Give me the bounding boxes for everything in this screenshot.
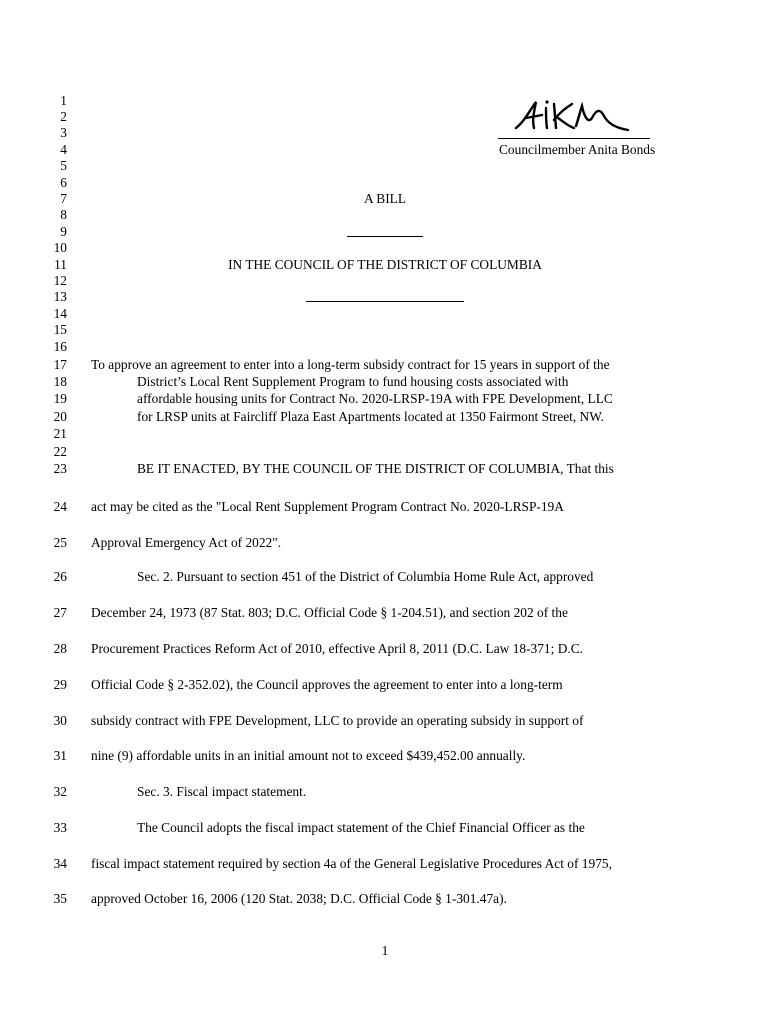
line-number: 17 (53, 357, 67, 372)
signature-line (498, 138, 650, 139)
line-number: 32 (53, 784, 67, 799)
line-number: 20 (53, 409, 67, 424)
line-number: 31 (53, 748, 67, 763)
line-number: 3 (60, 125, 67, 140)
line-number: 7 (60, 191, 67, 206)
section-2-heading-line: Sec. 2. Pursuant to section 451 of the District of Columbia Home Rule Act, approved (137, 569, 594, 584)
body-line: December 24, 1973 (87 Stat. 803; D.C. Official Code § 1-204.51), and section 202 of the (91, 605, 568, 620)
line-number: 11 (54, 257, 67, 272)
line-number: 16 (53, 339, 67, 354)
line-number: 12 (53, 273, 67, 288)
line-number: 6 (60, 175, 67, 190)
line-number: 24 (53, 499, 67, 514)
line-number: 9 (60, 224, 67, 239)
line-number: 14 (53, 306, 67, 321)
line-number: 25 (53, 535, 67, 550)
date-blank (306, 301, 464, 302)
line-number: 19 (53, 391, 67, 406)
body-line: act may be cited as the "Local Rent Supplement Program Contract No. 2020-LRSP-19A (91, 499, 564, 514)
body-line: Approval Emergency Act of 2022". (91, 535, 282, 550)
sponsor-name: Councilmember Anita Bonds (499, 142, 656, 157)
line-number: 2 (60, 109, 67, 124)
page-number: 1 (381, 943, 389, 958)
line-number: 22 (53, 444, 67, 459)
title-line: affordable housing units for Contract No. 2020-LRSP-19A with FPE Development, LLC (137, 391, 613, 406)
line-number: 34 (53, 856, 67, 871)
body-line: Official Code § 2-352.02), the Council approves the agreement to enter into a long-term (91, 677, 563, 692)
handwritten-signature (512, 98, 630, 138)
line-number: 28 (53, 641, 67, 656)
council-heading: IN THE COUNCIL OF THE DISTRICT OF COLUMBIA (228, 257, 542, 272)
line-number: 21 (53, 426, 67, 441)
line-number: 13 (53, 289, 67, 304)
body-line: Procurement Practices Reform Act of 2010, effective April 8, 2011 (D.C. Law 18-371; D.C. (91, 641, 583, 656)
body-line: approved October 16, 2006 (120 Stat. 2038; D.C. Official Code § 1-301.47a). (91, 891, 507, 906)
body-line: nine (9) affordable units in an initial amount not to exceed $439,452.00 annually. (91, 748, 526, 763)
line-number: 23 (53, 461, 67, 476)
line-number: 8 (60, 207, 67, 222)
body-line: subsidy contract with FPE Development, LLC to provide an operating subsidy in support of (91, 713, 584, 728)
enacting-clause-line: BE IT ENACTED, BY THE COUNCIL OF THE DISTRICT OF COLUMBIA, That this (137, 461, 614, 476)
line-number: 26 (53, 569, 67, 584)
bill-number-blank (347, 236, 423, 237)
line-number: 1 (60, 93, 67, 108)
line-number: 10 (53, 240, 67, 255)
line-number: 15 (53, 322, 67, 337)
line-number: 29 (53, 677, 67, 692)
line-number: 5 (60, 158, 67, 173)
body-line: fiscal impact statement required by section 4a of the General Legislative Procedures Act of 1975, (91, 856, 612, 871)
line-number: 33 (53, 820, 67, 835)
section-3-heading: Sec. 3. Fiscal impact statement. (137, 784, 307, 799)
body-line: The Council adopts the fiscal impact statement of the Chief Financial Officer as the (137, 820, 585, 835)
line-number: 18 (53, 374, 67, 389)
line-number: 27 (53, 605, 67, 620)
line-number: 4 (60, 142, 67, 157)
title-line: for LRSP units at Faircliff Plaza East Apartments located at 1350 Fairmont Street, NW. (137, 409, 604, 424)
line-number: 35 (53, 891, 67, 906)
title-line: District’s Local Rent Supplement Program to fund housing costs associated with (137, 374, 569, 389)
bill-heading: A BILL (363, 191, 407, 206)
title-line: To approve an agreement to enter into a long-term subsidy contract for 15 years in support of the (91, 357, 610, 372)
line-number: 30 (53, 713, 67, 728)
